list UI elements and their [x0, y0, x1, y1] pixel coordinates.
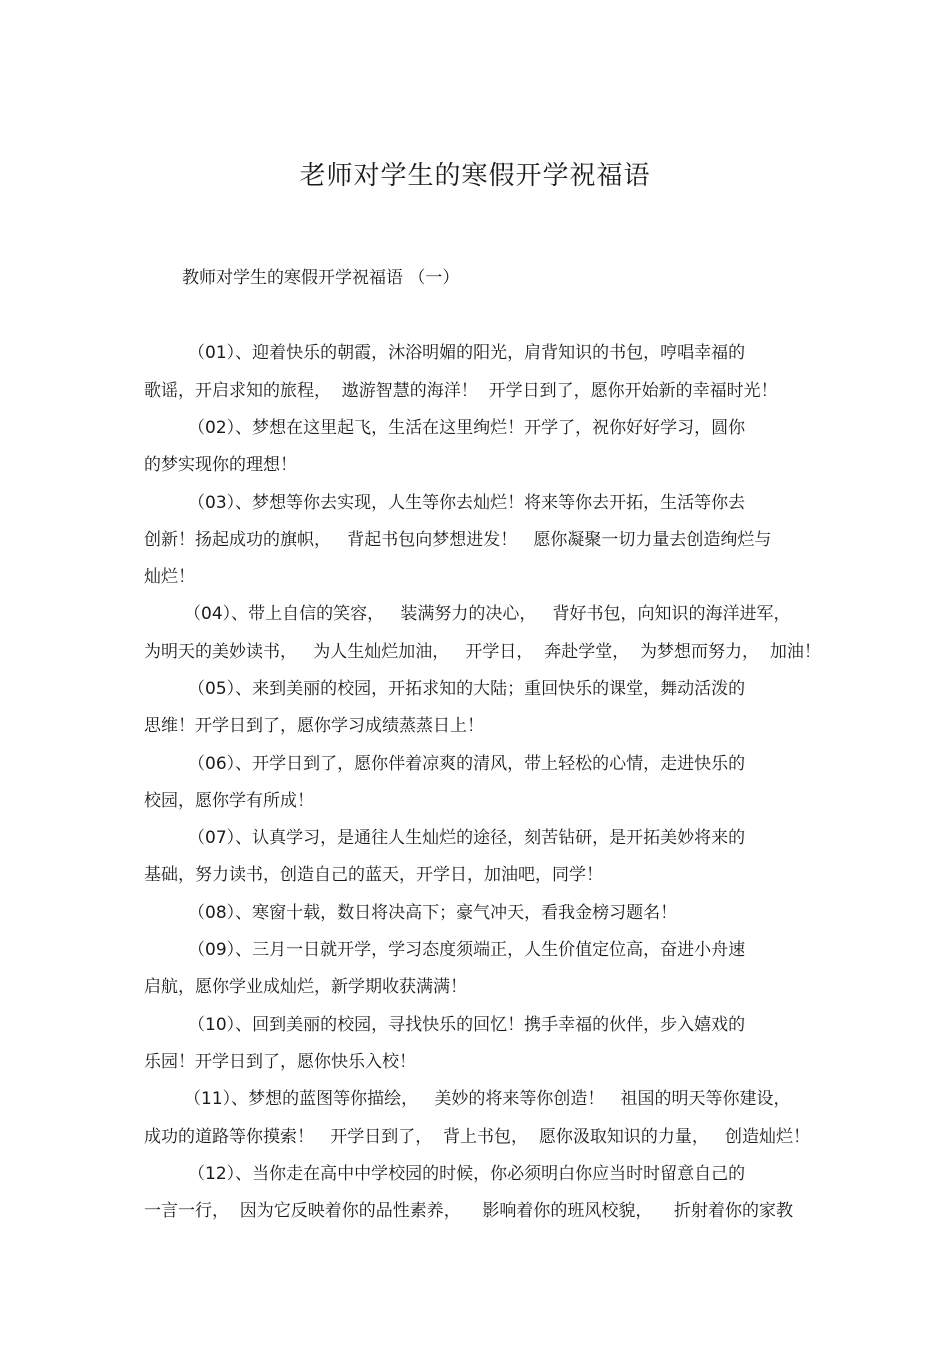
- text-line: （02）、梦想在这里起飞，生活在这里绚烂！开学了，祝你好好学习，圆你: [188, 418, 746, 438]
- text-line: （12）、当你走在高中中学校园的时候，你必须明白你应当时时留意自己的: [188, 1164, 746, 1184]
- text-line: 的梦实现你的理想！: [144, 455, 297, 475]
- text-line: 成功的道路等你摸索！ 开学日到了， 背上书包， 愿你汲取知识的力量， 创造灿烂！: [144, 1127, 811, 1147]
- text-line: 为明天的美妙读书， 为人生灿烂加油， 开学日， 奔赴学堂， 为梦想而努力， 加油！: [144, 642, 821, 662]
- text-line: （01）、迎着快乐的朝霞，沐浴明媚的阳光，肩背知识的书包，哼唱幸福的: [188, 343, 746, 363]
- text-line: （06）、开学日到了，愿你伴着凉爽的清风，带上轻松的心情，走进快乐的: [188, 754, 746, 774]
- document-title: 老师对学生的寒假开学祝福语: [299, 161, 651, 191]
- text-line: （10）、回到美丽的校园，寻找快乐的回忆！携手幸福的伙伴，步入嬉戏的: [188, 1015, 746, 1035]
- text-line: 一言一行， 因为它反映着你的品性素养， 影响着你的班风校貌， 折射着你的家教: [144, 1201, 794, 1221]
- text-line: （07）、认真学习，是通往人生灿烂的途径，刻苦钻研，是开拓美妙将来的: [188, 828, 746, 848]
- text-line: （09）、三月一日就开学，学习态度须端正，人生价值定位高，奋进小舟速: [188, 940, 746, 960]
- text-line: 灿烂！: [144, 567, 195, 587]
- text-line: 基础，努力读书，创造自己的蓝天，开学日，加油吧，同学！: [144, 865, 603, 885]
- text-line: （03）、梦想等你去实现，人生等你去灿烂！将来等你去开拓，生活等你去: [188, 493, 746, 513]
- text-line: 乐园！开学日到了，愿你快乐入校！: [144, 1052, 416, 1072]
- text-line: 校园，愿你学有所成！: [144, 791, 314, 811]
- text-line: 歌谣，开启求知的旅程， 遨游智慧的海洋！ 开学日到了，愿你开始新的幸福时光！: [144, 381, 778, 401]
- text-line: （11）、梦想的蓝图等你描绘， 美妙的将来等你创造！ 祖国的明天等你建设，: [184, 1089, 791, 1109]
- text-line: （04）、带上自信的笑容， 装满努力的决心， 背好书包，向知识的海洋进军，: [184, 604, 791, 624]
- text-line: （05）、来到美丽的校园，开拓求知的大陆；重回快乐的课堂，舞动活泼的: [188, 679, 746, 699]
- text-line: 思维！开学日到了，愿你学习成绩蒸蒸日上！: [144, 716, 484, 736]
- text-line: （08）、寒窗十载，数日将决高下；豪气冲天，看我金榜习题名！: [188, 903, 678, 923]
- text-line: 创新！扬起成功的旗帜， 背起书包向梦想进发！ 愿你凝聚一切力量去创造绚烂与: [144, 530, 772, 550]
- text-line: 启航，愿你学业成灿烂，新学期收获满满！: [144, 977, 467, 997]
- section-heading: 教师对学生的寒假开学祝福语 （一）: [182, 268, 460, 288]
